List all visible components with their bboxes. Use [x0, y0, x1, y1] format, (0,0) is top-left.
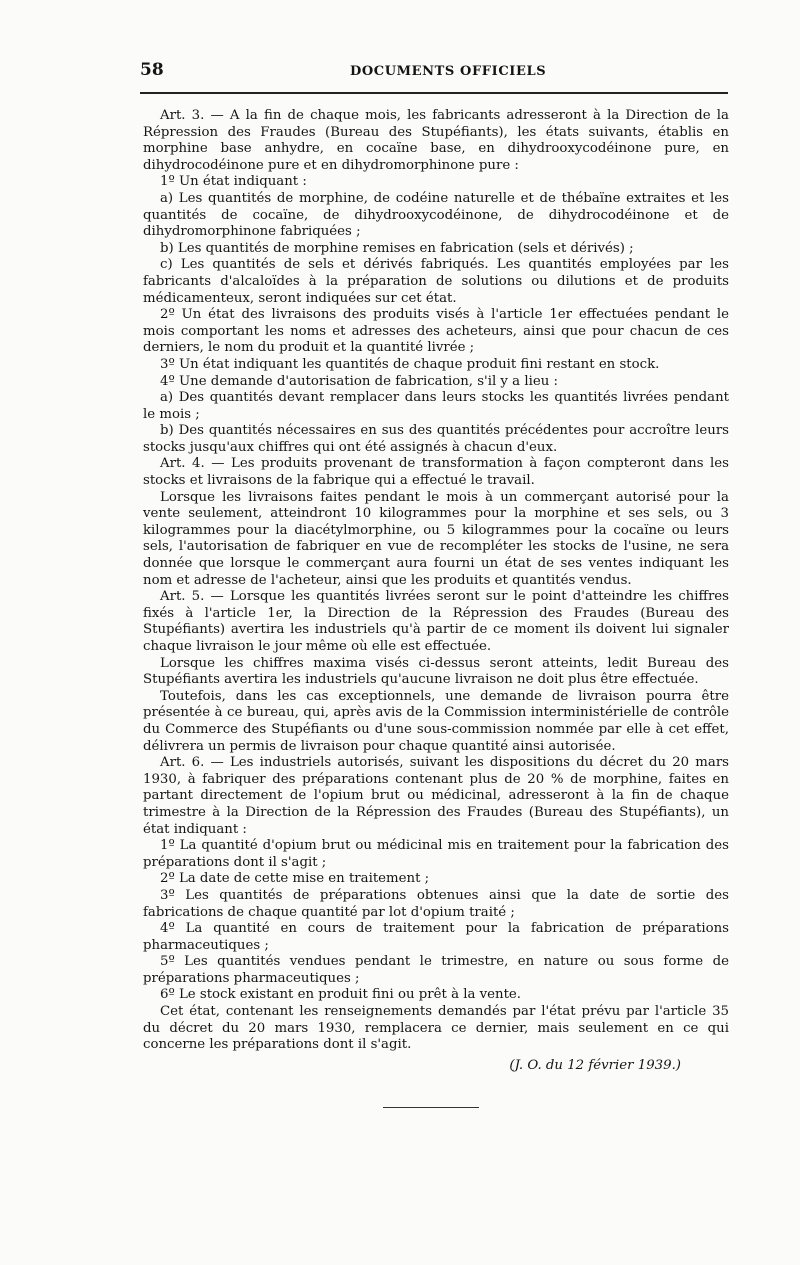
paragraph: Art. 5. — Lorsque les quantités livrées seront sur le point d'atteindre les chiffres fixés à l'article 1er, la Direction de la Répression des Fraudes (Bureau des Stupéfiants) avertira les industriels qu'à partir de ce moment ils doivent lui signaler chaque livraison le jour même où elle est effectuée.	[143, 589, 729, 654]
paragraph: Art. 3. — A la fin de chaque mois, les fabricants adresseront à la Direction de la Répression des Fraudes (Bureau des Stupéfiants), les états suivants, établis en morphine base anhydre, en cocaïne base, en dihydrooxycodéinone pure, en dihydrocodéinone pure et en dihydromorphinone pure :	[143, 108, 729, 173]
paragraph: Toutefois, dans les cas exceptionnels, une demande de livraison pourra être présentée à ce bureau, qui, après avis de la Commission interministérielle de contrôle du Commerce des Stupéfiants ou d'une sous-commission nommée par elle à cet effet, délivrera un permis de livraison pour chaque quantité ainsi autorisée.	[143, 688, 729, 754]
paragraph: Cet état, contenant les renseignements demandés par l'état prévu par l'article 35 du décret du 20 mars 1930, remplacera ce dernier, mais seulement en ce qui concerne les préparations dont il s'agit.	[143, 1004, 729, 1053]
citation: (J. O. du 12 février 1939.)	[509, 1057, 681, 1073]
paragraph: 5º Les quantités vendues pendant le trimestre, en nature ou sous forme de préparations pharmaceutiques ;	[143, 954, 729, 986]
paragraph: b) Des quantités nécessaires en sus des quantités précédentes pour accroître leurs stocks jusqu'aux chiffres qui ont été assignés à chacun d'eux.	[143, 423, 729, 455]
paragraph: a) Des quantités devant remplacer dans leurs stocks les quantités livrées pendant le mois ;	[143, 390, 729, 422]
paragraph: c) Les quantités de sels et dérivés fabriqués. Les quantités employées par les fabricants d'alcaloïdes à la préparation de solutions ou dilutions et de produits médicamenteux, seront indiquées sur cet état.	[143, 257, 729, 306]
running-title: DOCUMENTS OFFICIELS	[350, 64, 547, 79]
paragraph: 2º La date de cette mise en traitement ;	[160, 871, 430, 887]
header-rule	[140, 92, 728, 94]
paragraph: b) Les quantités de morphine remises en fabrication (sels et dérivés) ;	[160, 240, 634, 256]
paragraph: 1º La quantité d'opium brut ou médicinal mis en traitement pour la fabrication des préparations dont il s'agit ;	[143, 838, 729, 870]
paragraph: Lorsque les livraisons faites pendant le mois à un commerçant autorisé pour la vente seulement, atteindront 10 kilogrammes pour la morphine et ses sels, ou 3 kilogrammes pour la diacétylmorphine, ou 5 kilogrammes pour la cocaïne ou leurs sels, l'autorisation de fabriquer en vue de recompléter les stocks de l'usine, ne sera donnée que lorsque le commerçant aura fourni un état de ses ventes indiquant les nom et adresse de l'acheteur, ainsi que les produits et quantités vendus.	[143, 489, 729, 588]
paragraph: 3º Les quantités de préparations obtenues ainsi que la date de sortie des fabrications de chaque quantité par lot d'opium traité ;	[143, 887, 729, 920]
paragraph: 4º Une demande d'autorisation de fabrication, s'il y a lieu :	[160, 373, 558, 389]
paragraph: Art. 6. — Les industriels autorisés, suivant les dispositions du décret du 20 mars 1930, à fabriquer des préparations contenant plus de 20 % de morphine, faites en partant directement de l'opium brut ou médicinal, adresseront à la fin de chaque trimestre à la Direction de la Répression des Fraudes (Bureau des Stupéfiants), un état indiquant :	[143, 755, 729, 837]
page-number: 58	[140, 60, 164, 80]
paragraph: 4º La quantité en cours de traitement pour la fabrication de préparations pharmaceutiques ;	[143, 921, 729, 953]
paragraph: 1º Un état indiquant :	[160, 174, 307, 190]
paragraph: Lorsque les chiffres maxima visés ci-dessus seront atteints, ledit Bureau des Stupéfiants avertira les industriels qu'aucune livraison ne doit plus être effectuée.	[143, 655, 729, 688]
paragraph: 2º Un état des livraisons des produits visés à l'article 1er effectuées pendant le mois comportant les noms et adresses des acheteurs, ainsi que pour chacun de ces derniers, le nom du produit et la quantité livrée ;	[143, 307, 729, 356]
paragraph: a) Les quantités de morphine, de codéine naturelle et de thébaïne extraites et les quantités de cocaïne, de dihydrooxycodéinone, de dihydrocodéinone et de dihydromorphinone fabriquées ;	[143, 190, 729, 240]
document-body	[143, 108, 729, 1074]
paragraph: Art. 4. — Les produits provenant de transformation à façon compteront dans les stocks et livraisons de la fabrique qui a effectué le travail.	[143, 456, 729, 489]
paragraph: 6º Le stock existant en produit fini ou prêt à la vente.	[160, 987, 522, 1003]
end-rule	[383, 1107, 479, 1108]
paragraph: 3º Un état indiquant les quantités de chaque produit fini restant en stock.	[160, 356, 660, 372]
